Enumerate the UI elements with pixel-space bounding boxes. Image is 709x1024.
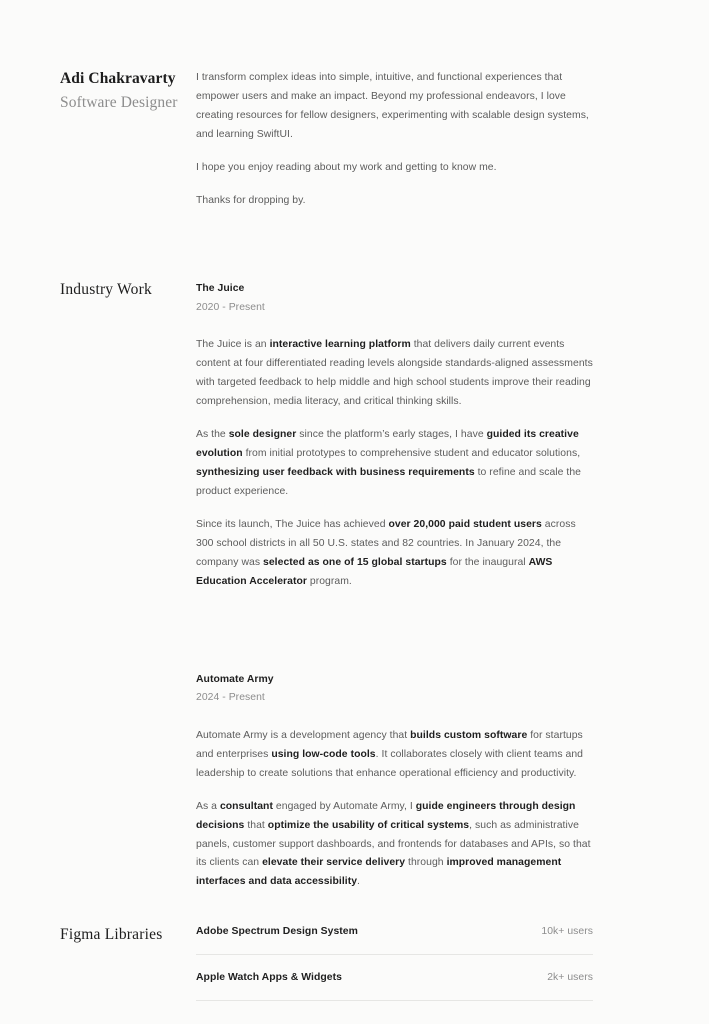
list-spacer xyxy=(196,955,593,972)
body-text: that delivers daily current events content at four differentiated reading levels alongside standards-aligned assessments with targeted feedback to help middle and high school students improve their reading comprehension, media literacy, and critical thinking skills. xyxy=(196,339,593,408)
emphasis-text: guided its creative evolution xyxy=(196,429,579,459)
job-paragraph xyxy=(196,516,593,592)
industry-work-section xyxy=(0,281,709,892)
body-text: Automate Army is a development agency that xyxy=(196,729,411,741)
industry-work-heading-column xyxy=(0,281,196,299)
library-name: Apple Watch Apps & Widgets xyxy=(196,972,342,983)
emphasis-text: over 20,000 paid student users xyxy=(388,518,542,530)
body-text: that xyxy=(244,819,268,831)
emphasis-text: using low-code tools xyxy=(271,748,376,760)
job-paragraph xyxy=(196,336,593,412)
emphasis-text: synthesizing user feedback with business requirements xyxy=(196,466,475,478)
intro-paragraph: Thanks for dropping by. xyxy=(196,194,306,206)
library-user-count: 10k+ users xyxy=(541,926,593,937)
body-text: for the inaugural xyxy=(446,556,529,568)
body-text: to refine and scale the product experience. xyxy=(196,466,582,497)
job-title: Automate Army xyxy=(196,673,274,685)
body-text: . xyxy=(357,876,360,888)
industry-work-jobs xyxy=(196,281,593,892)
emphasis-text: improved management interfaces and data accessibility xyxy=(196,857,562,888)
body-text: since the platform’s early stages, I have xyxy=(296,429,487,441)
library-user-count: 2k+ users xyxy=(547,972,593,983)
body-text: As the xyxy=(196,429,229,441)
body-text: from initial prototypes to comprehensive student and educator solutions, xyxy=(242,447,581,459)
intro-copy xyxy=(196,69,593,211)
figma-libraries-list xyxy=(196,926,593,1001)
emphasis-text: sole designer xyxy=(228,429,297,441)
identity-column xyxy=(0,69,196,114)
job-paragraph xyxy=(196,727,593,784)
emphasis-text: AWS Education Accelerator xyxy=(196,556,553,587)
body-text: . It collaborates closely with client teams and leadership to create solutions that enhance operational efficiency and productivity. xyxy=(196,748,584,779)
job-entry xyxy=(196,281,593,592)
section-heading-figma-libraries: Figma Libraries xyxy=(60,926,163,943)
body-text: As a xyxy=(196,800,220,812)
job-dates: 2024 - Present xyxy=(196,692,265,704)
job-paragraph xyxy=(196,426,593,502)
emphasis-text: consultant xyxy=(219,800,273,812)
intro-paragraph: I transform complex ideas into simple, intuitive, and functional experiences that empower users and make an impact. Beyond my professional endeavors, I love creating resources for fellow designers, experimenting with scalable design systems, and learning SwiftUI. xyxy=(196,72,589,140)
intro-paragraph: I hope you enjoy reading about my work and getting to know me. xyxy=(196,161,497,173)
role-subtitle: Software Designer xyxy=(60,93,178,111)
job-paragraph xyxy=(196,798,593,893)
divider xyxy=(196,1000,593,1001)
emphasis-text: optimize the usability of critical systems xyxy=(267,819,470,831)
job-dates: 2020 - Present xyxy=(196,301,265,313)
body-text: for startups and enterprises xyxy=(196,729,583,760)
emphasis-text: interactive learning platform xyxy=(269,339,411,351)
job-entry xyxy=(196,672,593,893)
page-title: Adi Chakravarty xyxy=(60,70,176,87)
library-row[interactable] xyxy=(196,972,593,1000)
body-text: engaged by Automate Army, I xyxy=(272,800,416,812)
body-text: across 300 school districts in all 50 U.S. states and 82 countries. In January 2024, the company was xyxy=(196,518,576,568)
body-text: The Juice is an xyxy=(196,339,270,351)
body-text: , such as administrative panels, customer support dashboards, and frontends for databases and APIs, so that its clients can xyxy=(196,819,591,869)
body-text: through xyxy=(405,857,447,869)
library-name: Adobe Spectrum Design System xyxy=(196,926,358,937)
list-item[interactable] xyxy=(196,972,593,1001)
emphasis-text: builds custom software xyxy=(410,729,528,741)
library-row[interactable] xyxy=(196,926,593,954)
figma-libraries-section xyxy=(0,926,709,1001)
emphasis-text: selected as one of 15 global startups xyxy=(263,556,447,568)
job-title: The Juice xyxy=(196,283,245,294)
body-text: program. xyxy=(306,575,352,587)
emphasis-text: elevate their service delivery xyxy=(262,857,406,869)
intro-section xyxy=(0,69,709,211)
section-heading-industry-work: Industry Work xyxy=(60,281,152,298)
figma-libraries-heading-column xyxy=(0,926,196,944)
body-text: Since its launch, The Juice has achieved xyxy=(196,518,389,530)
list-item[interactable] xyxy=(196,926,593,972)
emphasis-text: guide engineers through design decisions xyxy=(196,800,576,831)
